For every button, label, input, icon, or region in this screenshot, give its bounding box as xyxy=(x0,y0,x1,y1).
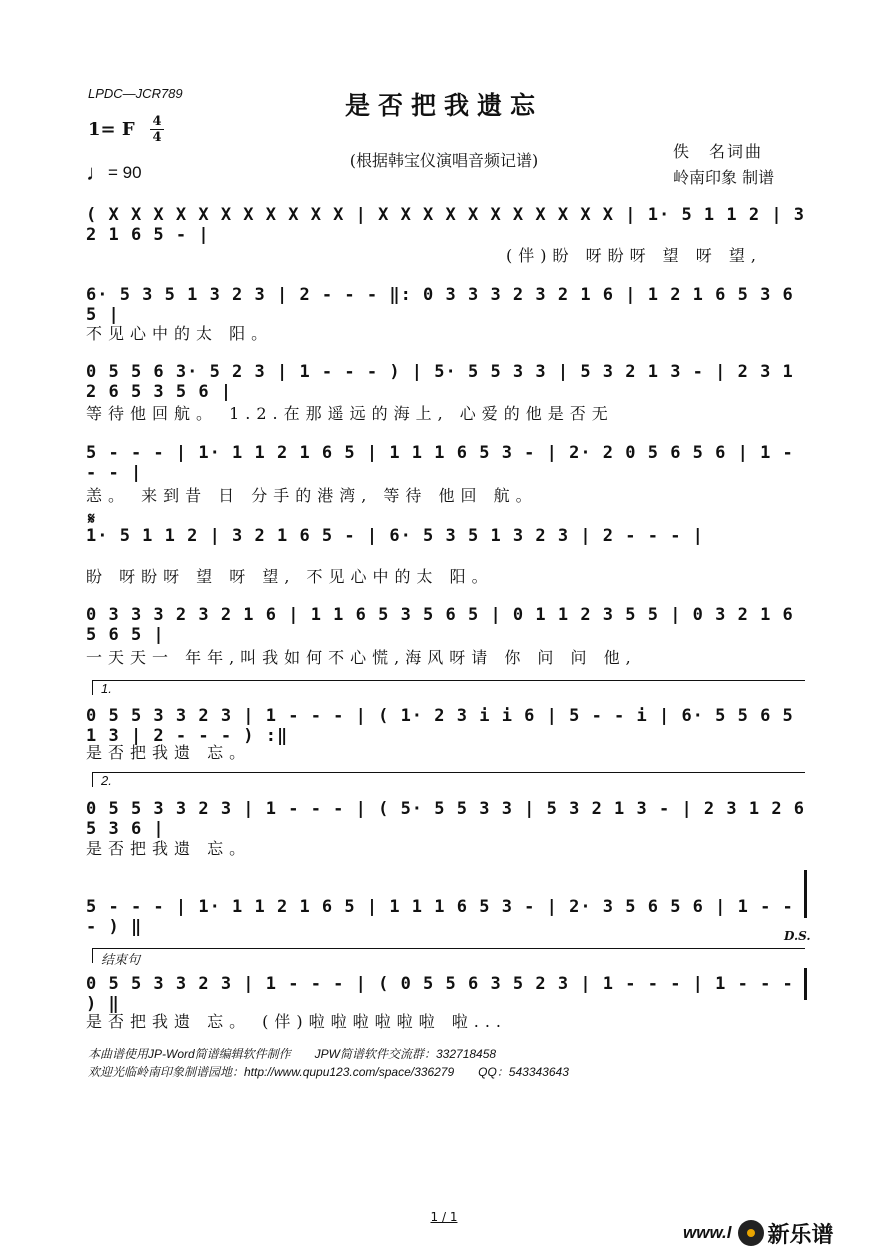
first-ending-bracket xyxy=(92,680,805,695)
notation-line: 5 - - - | 1· 1 1 2 1 6 5 | 1 1 1 6 5 3 - | 2· 3 5 6 5 6 | 1 - - - ) ‖ xyxy=(86,897,794,937)
lyrics-line: 恙。 来到昔 日 分手的港湾, 等待 他回 航。 xyxy=(86,486,538,505)
notation-line: 6· 5 3 5 1 3 2 3 | 2 - - - ‖: 0 3 3 3 2 3 2 1 6 | 1 2 1 6 5 3 6 5 | xyxy=(86,285,794,325)
site-logo xyxy=(683,1218,834,1248)
quarter-note-icon: ♩ xyxy=(86,160,108,185)
lyrics-line: 等待他回航。 1.2.在那遥远的海上, 心爱的他是否无 xyxy=(86,404,614,423)
footer-software-note: 本曲谱使用JP-Word简谱编辑软件制作 JPW简谱软件交流群：332718458 xyxy=(88,1047,497,1061)
first-ending-label: 1. xyxy=(101,681,112,696)
key-signature: 1= F xyxy=(88,119,135,140)
tempo-value: = 90 xyxy=(108,163,142,182)
credit-lyrics-music: 佚 名词曲 xyxy=(673,142,764,161)
notation-line: ( X X X X X X X X X X X | X X X X X X X X X X X | 1· 5 1 1 2 | 3 2 1 6 5 - | xyxy=(86,205,806,245)
time-signature-bottom: 4 xyxy=(152,130,162,145)
lyrics-line: 不见心中的太 阳。 xyxy=(86,324,274,343)
credit-transcriber: 岭南印象 制谱 xyxy=(673,168,775,187)
logo-url: www.l xyxy=(683,1223,732,1242)
subtitle: (根据韩宝仪演唱音频记谱) xyxy=(349,151,539,170)
second-ending-label: 2. xyxy=(101,773,112,788)
lyrics-line: (伴)盼 呀盼呀 望 呀 望, xyxy=(506,246,762,265)
segno-sign: 𝄋 xyxy=(88,509,95,528)
page-number: 1 / 1 xyxy=(430,1210,458,1224)
notation-line: 0 5 5 3 3 2 3 | 1 - - - | ( 0 5 5 6 3 5 2 3 | 1 - - - | 1 - - - ) ‖ xyxy=(86,974,794,1014)
second-ending-bracket xyxy=(92,772,805,787)
song-title: 是否把我遗忘 xyxy=(344,91,543,120)
coda-bracket xyxy=(92,948,805,967)
footer-website-note: 欢迎光临岭南印象制谱园地：http://www.qupu123.com/space/336279 QQ：543343643 xyxy=(88,1065,569,1079)
notation-line: 0 5 5 3 3 2 3 | 1 - - - | ( 5· 5 5 3 3 | 5 3 2 1 3 - | 2 3 1 2 6 5 3 6 | xyxy=(86,799,806,839)
lyrics-line: 一天天一 年年,叫我如何不心慌,海风呀请 你 问 问 他, xyxy=(86,648,637,667)
lyrics-line: 盼 呀盼呀 望 呀 望, 不见心中的太 阳。 xyxy=(86,567,494,586)
time-signature-top: 4 xyxy=(152,114,162,129)
lyrics-line: 是否把我遗 忘。 xyxy=(86,743,252,762)
notation-line: 5 - - - | 1· 1 1 2 1 6 5 | 1 1 1 6 5 3 - | 2· 2 0 5 6 5 6 | 1 - - - | xyxy=(86,443,794,483)
notation-line: 0 5 5 3 3 2 3 | 1 - - - | ( 1· 2 3 i i 6 | 5 - - i | 6· 5 5 6 5 1 3 | 2 - - - ) :‖ xyxy=(86,706,794,746)
vinyl-disc-icon xyxy=(738,1220,764,1246)
lyrics-line: 是否把我遗 忘。 xyxy=(86,839,252,858)
time-signature xyxy=(150,115,164,144)
score-code: LPDC—JCR789 xyxy=(88,86,183,101)
dal-segno-mark: D.S. xyxy=(784,929,811,943)
logo-brand: 新乐谱 xyxy=(767,1222,834,1248)
notation-line: 0 5 5 6 3· 5 2 3 | 1 - - - ) | 5· 5 5 3 3 | 5 3 2 1 3 - | 2 3 1 2 6 5 3 5 6 | xyxy=(86,362,794,402)
lyrics-line: 是否把我遗 忘。 (伴)啦啦啦啦啦啦 啦... xyxy=(86,1012,508,1031)
notation-line: 1· 5 1 1 2 | 3 2 1 6 5 - | 6· 5 3 5 1 3 2 3 | 2 - - - | xyxy=(86,526,704,546)
notation-line: 0 3 3 3 2 3 2 1 6 | 1 1 6 5 3 5 6 5 | 0 1 1 2 3 5 5 | 0 3 2 1 6 5 6 5 | xyxy=(86,605,794,645)
coda-label: 结束句 xyxy=(101,952,141,967)
